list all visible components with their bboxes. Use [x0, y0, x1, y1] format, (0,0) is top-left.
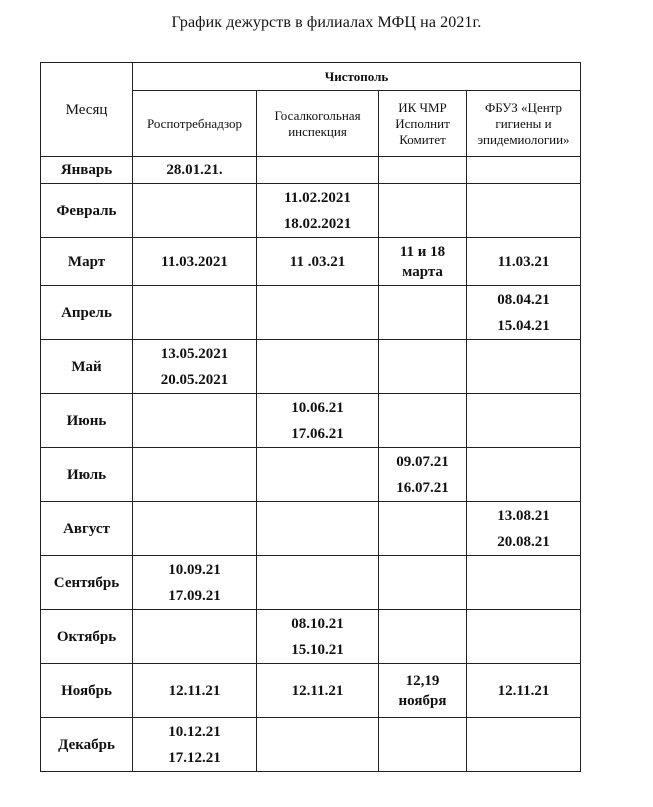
- column-header-line: Комитет: [399, 131, 446, 147]
- date-value: 11.03.2021: [161, 253, 228, 270]
- date-value: 10.09.21: [168, 561, 221, 578]
- date-value: 17.09.21: [168, 587, 221, 604]
- date-value: 17.06.21: [291, 425, 344, 442]
- month-cell: Март: [41, 238, 133, 286]
- date-cell: [133, 394, 257, 448]
- column-header-ik-chmr: [379, 91, 467, 157]
- date-cell: [133, 184, 257, 238]
- date-cell: [257, 184, 379, 238]
- month-cell: Февраль: [41, 184, 133, 238]
- date-cell: [257, 340, 379, 394]
- date-value: 20.05.2021: [160, 371, 229, 388]
- date-cell: [257, 610, 379, 664]
- column-header-line: гигиены и: [495, 115, 552, 131]
- table-row: [41, 157, 581, 184]
- table-row: [41, 610, 581, 664]
- month-cell: Апрель: [41, 286, 133, 340]
- date-value: 15.10.21: [291, 641, 344, 658]
- month-cell: Октябрь: [41, 610, 133, 664]
- column-header-line: Роспотребнадзор: [146, 115, 243, 131]
- table-row: [41, 184, 581, 238]
- date-value: 12.11.21: [497, 682, 550, 699]
- date-value: ноября: [398, 692, 447, 709]
- column-header-fbuz: [467, 91, 581, 157]
- table-row: [41, 238, 581, 286]
- date-cell: [379, 448, 467, 502]
- date-cell: [467, 502, 581, 556]
- date-cell: [379, 238, 467, 286]
- date-cell: [133, 448, 257, 502]
- date-cell: [467, 157, 581, 184]
- city-header: Чистополь: [133, 63, 581, 91]
- table-row: [41, 340, 581, 394]
- month-cell: Июль: [41, 448, 133, 502]
- date-cell: [467, 448, 581, 502]
- date-value: 13.08.21: [497, 507, 550, 524]
- table-row: [41, 394, 581, 448]
- date-value: 10.06.21: [291, 399, 344, 416]
- date-cell: [379, 394, 467, 448]
- date-value: 15.04.21: [497, 317, 550, 334]
- date-cell: [467, 718, 581, 772]
- date-cell: [467, 238, 581, 286]
- table-row: [41, 502, 581, 556]
- date-cell: [257, 502, 379, 556]
- date-value: 17.12.21: [168, 749, 221, 766]
- date-cell: [257, 718, 379, 772]
- date-cell: [379, 718, 467, 772]
- month-cell: Ноябрь: [41, 664, 133, 718]
- date-value: 28.01.21.: [166, 162, 223, 178]
- date-cell: [379, 610, 467, 664]
- column-header-line: Исполнит: [395, 115, 450, 131]
- date-value: 11 и 18: [399, 243, 446, 260]
- schedule-table: [40, 62, 581, 772]
- month-cell: Январь: [41, 157, 133, 184]
- date-value: 18.02.2021: [283, 215, 352, 232]
- date-cell: [379, 340, 467, 394]
- table-row: [41, 286, 581, 340]
- month-cell: Декабрь: [41, 718, 133, 772]
- date-value: 11.02.2021: [284, 189, 351, 206]
- column-header-line: ИК ЧМР: [398, 99, 447, 115]
- date-cell: [133, 664, 257, 718]
- date-cell: [467, 610, 581, 664]
- date-cell: [133, 556, 257, 610]
- date-cell: [133, 718, 257, 772]
- date-cell: [467, 340, 581, 394]
- month-header: Месяц: [41, 63, 133, 157]
- column-header-line: инспекция: [288, 123, 347, 139]
- table-row: [41, 448, 581, 502]
- date-cell: [467, 394, 581, 448]
- date-cell: [257, 556, 379, 610]
- date-cell: [133, 238, 257, 286]
- month-cell: Май: [41, 340, 133, 394]
- schedule-rows: [41, 157, 581, 772]
- date-value: марта: [402, 263, 443, 280]
- date-cell: [257, 157, 379, 184]
- table-row: [41, 718, 581, 772]
- date-value: 10.12.21: [168, 723, 221, 740]
- date-cell: [467, 664, 581, 718]
- column-header-line: Госалкогольная: [274, 107, 361, 123]
- date-cell: [257, 448, 379, 502]
- date-value: 12.11.21: [291, 682, 344, 699]
- date-cell: [467, 184, 581, 238]
- date-cell: [379, 184, 467, 238]
- date-value: 09.07.21: [396, 453, 449, 470]
- date-value: 20.08.21: [497, 533, 550, 550]
- column-header-gosalko: [257, 91, 379, 157]
- table-row: [41, 556, 581, 610]
- date-cell: [257, 394, 379, 448]
- table-row: [41, 664, 581, 718]
- date-cell: [133, 610, 257, 664]
- date-cell: [257, 664, 379, 718]
- date-value: 08.04.21: [497, 291, 550, 308]
- date-cell: [379, 286, 467, 340]
- date-value: 12.11.21: [168, 682, 221, 699]
- date-value: 11 .03.21: [289, 253, 346, 270]
- date-cell: [379, 502, 467, 556]
- column-header-line: ФБУЗ «Центр: [484, 99, 563, 115]
- date-cell: [133, 286, 257, 340]
- month-cell: Июнь: [41, 394, 133, 448]
- date-value: 11.03.21: [497, 253, 550, 270]
- date-cell: [133, 502, 257, 556]
- month-cell: Сентябрь: [41, 556, 133, 610]
- column-header-line: эпидемиологии»: [477, 131, 570, 147]
- date-cell: [467, 286, 581, 340]
- date-value: 16.07.21: [396, 479, 449, 496]
- date-value: 12,19: [405, 672, 440, 689]
- month-cell: Август: [41, 502, 133, 556]
- header-row-city: [41, 63, 581, 91]
- date-cell: [379, 556, 467, 610]
- document-title: График дежурств в филиалах МФЦ на 2021г.: [171, 14, 482, 31]
- date-value: 08.10.21: [291, 615, 344, 632]
- date-cell: [257, 286, 379, 340]
- date-cell: [133, 340, 257, 394]
- date-cell: [379, 157, 467, 184]
- date-cell: [467, 556, 581, 610]
- date-cell: [257, 238, 379, 286]
- date-value: 13.05.2021: [160, 345, 229, 362]
- column-header-rospotrebnadzor: [133, 91, 257, 157]
- date-cell: [379, 664, 467, 718]
- date-cell: [133, 157, 257, 184]
